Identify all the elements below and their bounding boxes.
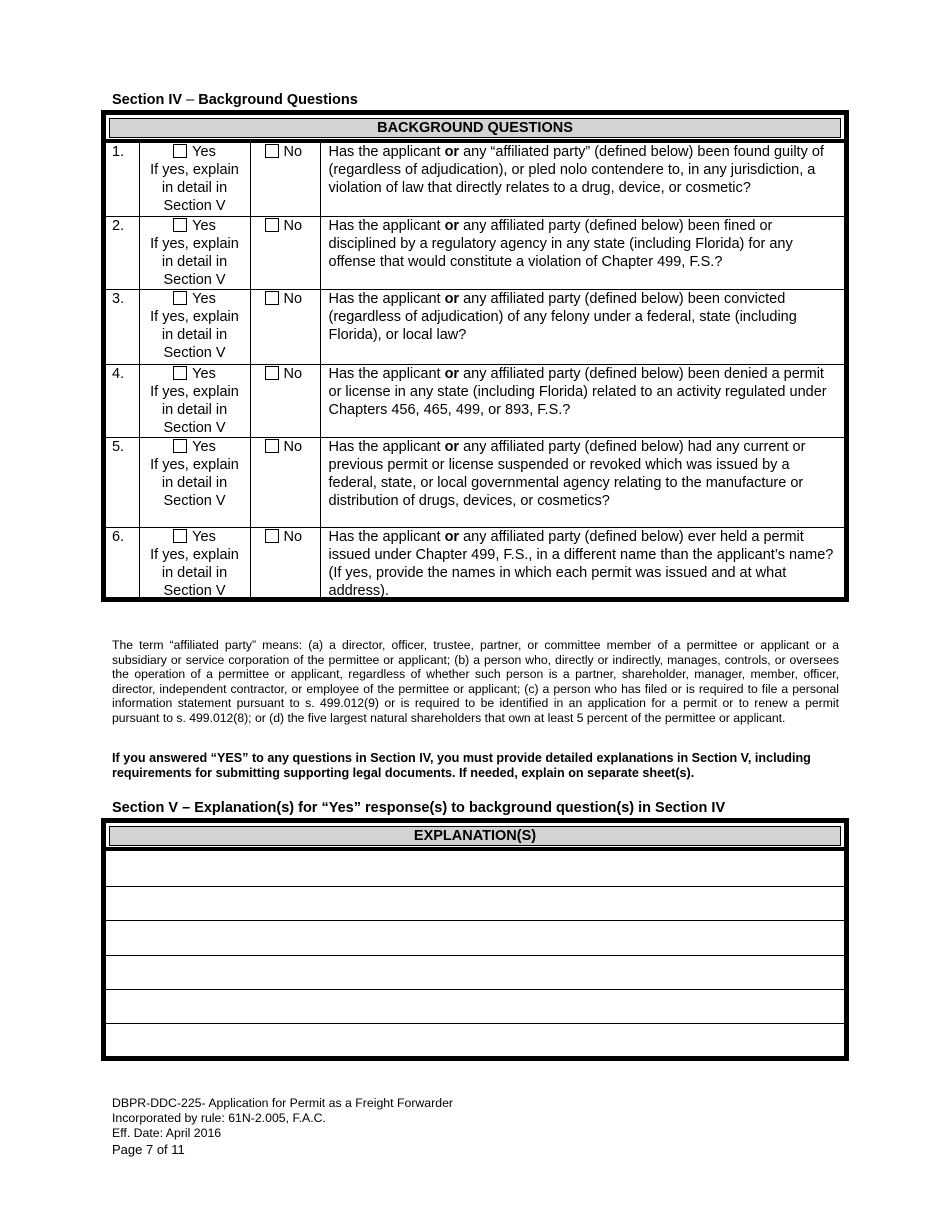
yes-note: in detail in [161, 253, 228, 270]
yes-note: Section V [163, 344, 226, 361]
affiliated-party-definition: The term “affiliated party” means: (a) a director, officer, trustee, partner, or committee member of a permittee or applicant or a subsidiary or service corporation of the permittee or applicant; (b) a person who, directly or indirectly, manages, controls, or oversees the operation of a permittee or applicant, regardless of whether such person is a partner, shareholder, manager, member, officer, director, independent contractor, or employee of the permittee or applicant; (c) a person who has filed or is required to file a personal information statement pursuant to s. 499.012(9) or is required to be identified in an application for a permit or to renew a permit pursuant to s. 499.012(8); or (d) the five largest natural shareholders that own at least 5 percent of the permittee or applicant. [112, 638, 839, 725]
yes-note: Section V [163, 492, 226, 509]
yes-note: in detail in [161, 326, 228, 343]
yes-checkbox[interactable] [173, 144, 187, 158]
yes-cell [139, 364, 250, 437]
yes-cell [139, 216, 250, 289]
question-number: 3. [106, 289, 139, 364]
question-number: 5. [106, 437, 139, 527]
question-number: 1. [106, 143, 139, 216]
yes-cell [139, 289, 250, 364]
no-checkbox[interactable] [265, 218, 279, 232]
section-v-title: Section V – Explanation(s) for “Yes” response(s) to background question(s) in Section IV [112, 800, 726, 816]
yes-note: If yes, explain [150, 546, 239, 563]
background-questions-table [101, 110, 849, 602]
yes-label: Yes [192, 438, 216, 455]
no-label: No [283, 528, 303, 545]
no-label: No [283, 290, 303, 307]
no-label: No [283, 217, 303, 234]
question-row [106, 216, 844, 289]
explanation-line-3[interactable] [106, 921, 844, 954]
question-number: 6. [106, 527, 139, 602]
question-text: Has the applicant or any affiliated party (defined below) been convicted (regardless of adjudication) of any felony under a federal, state (including Florida), or local law? [320, 289, 844, 364]
yes-cell [139, 143, 250, 216]
yes-note: Section V [163, 198, 226, 214]
yes-note: in detail in [161, 180, 228, 196]
background-questions-header: BACKGROUND QUESTIONS [109, 118, 841, 138]
question-text: Has the applicant or any affiliated party (defined below) had any current or previous permit or license suspended or revoked which was issued by a federal, state, or local governmental agency relating to the manufacture or distribution of drugs, devices, or cosmetics? [320, 437, 844, 527]
yes-label: Yes [192, 290, 216, 307]
question-text: Has the applicant or any affiliated party (defined below) been fined or disciplined by a regulatory agency in any state (including Florida) for any offense that would constitute a violation of Chapter 499, F.S.? [320, 216, 844, 289]
no-cell [250, 527, 320, 602]
rule-reference: Incorporated by rule: 61N-2.005, F.A.C. [112, 1111, 326, 1125]
question-text: Has the applicant or any affiliated party (defined below) ever held a permit issued under Chapter 499, F.S., in a different name than the applicant’s name? (If yes, provide the names in which each permit was issued and at what address). [320, 527, 844, 602]
no-checkbox[interactable] [265, 366, 279, 380]
yes-note: If yes, explain [150, 162, 239, 178]
question-row [106, 527, 844, 602]
yes-cell [139, 527, 250, 602]
page-number: Page 7 of 11 [112, 1142, 185, 1157]
explanation-line-1[interactable] [106, 852, 844, 885]
section-iv-title: Section IV – Background Questions [112, 92, 358, 108]
yes-note: If yes, explain [150, 456, 239, 473]
question-row [106, 143, 844, 216]
question-row [106, 437, 844, 527]
no-checkbox[interactable] [265, 529, 279, 543]
yes-note: If yes, explain [150, 383, 239, 400]
yes-checkbox[interactable] [173, 291, 187, 305]
yes-answer-notice: If you answered “YES” to any questions in Section IV, you must provide detailed explanations in Section V, including requirements for submitting supporting legal documents. If needed, explain on separate sheet(s). [112, 751, 811, 780]
yes-note: If yes, explain [150, 235, 239, 252]
yes-label: Yes [192, 365, 216, 382]
no-label: No [283, 144, 303, 160]
yes-note: in detail in [161, 401, 228, 418]
question-row [106, 364, 844, 437]
yes-note: Section V [163, 419, 226, 436]
yes-label: Yes [192, 217, 216, 234]
background-questions-grid [106, 143, 844, 602]
no-label: No [283, 438, 303, 455]
yes-note: If yes, explain [150, 308, 239, 325]
no-label: No [283, 365, 303, 382]
no-cell [250, 143, 320, 216]
yes-label: Yes [192, 528, 216, 545]
yes-note: Section V [163, 271, 226, 288]
explanations-table [101, 818, 849, 1061]
no-cell [250, 364, 320, 437]
no-cell [250, 437, 320, 527]
yes-cell [139, 437, 250, 527]
question-number: 4. [106, 364, 139, 437]
yes-checkbox[interactable] [173, 218, 187, 232]
yes-checkbox[interactable] [173, 366, 187, 380]
form-id: DBPR-DDC-225- Application for Permit as a Freight Forwarder [112, 1096, 454, 1110]
yes-note: Section V [163, 582, 226, 599]
no-checkbox[interactable] [265, 291, 279, 305]
explanation-line-4[interactable] [106, 956, 844, 989]
yes-checkbox[interactable] [173, 529, 187, 543]
question-number: 2. [106, 216, 139, 289]
yes-note: in detail in [161, 564, 228, 581]
question-text: Has the applicant or any affiliated party (defined below) been denied a permit or license in any state (including Florida) related to an activity regulated under Chapters 456, 465, 499, or 893, F.S.? [320, 364, 844, 437]
question-text: Has the applicant or any “affiliated party” (defined below) been found guilty of (regardless of adjudication), or pled nolo contendere to, in any jurisdiction, a violation of law that directly relates to a drug, device, or cosmetic? [320, 143, 844, 216]
explanation-line-5[interactable] [106, 990, 844, 1023]
yes-checkbox[interactable] [173, 439, 187, 453]
yes-note: in detail in [161, 474, 228, 491]
explanations-header: EXPLANATION(S) [109, 826, 841, 846]
explanation-line-6[interactable] [106, 1024, 844, 1057]
question-row [106, 289, 844, 364]
effective-date: Eff. Date: April 2016 [112, 1126, 222, 1140]
no-checkbox[interactable] [265, 439, 279, 453]
yes-label: Yes [192, 144, 216, 160]
explanation-line-2[interactable] [106, 887, 844, 920]
no-cell [250, 216, 320, 289]
no-cell [250, 289, 320, 364]
no-checkbox[interactable] [265, 144, 279, 158]
form-footer [112, 1096, 453, 1157]
